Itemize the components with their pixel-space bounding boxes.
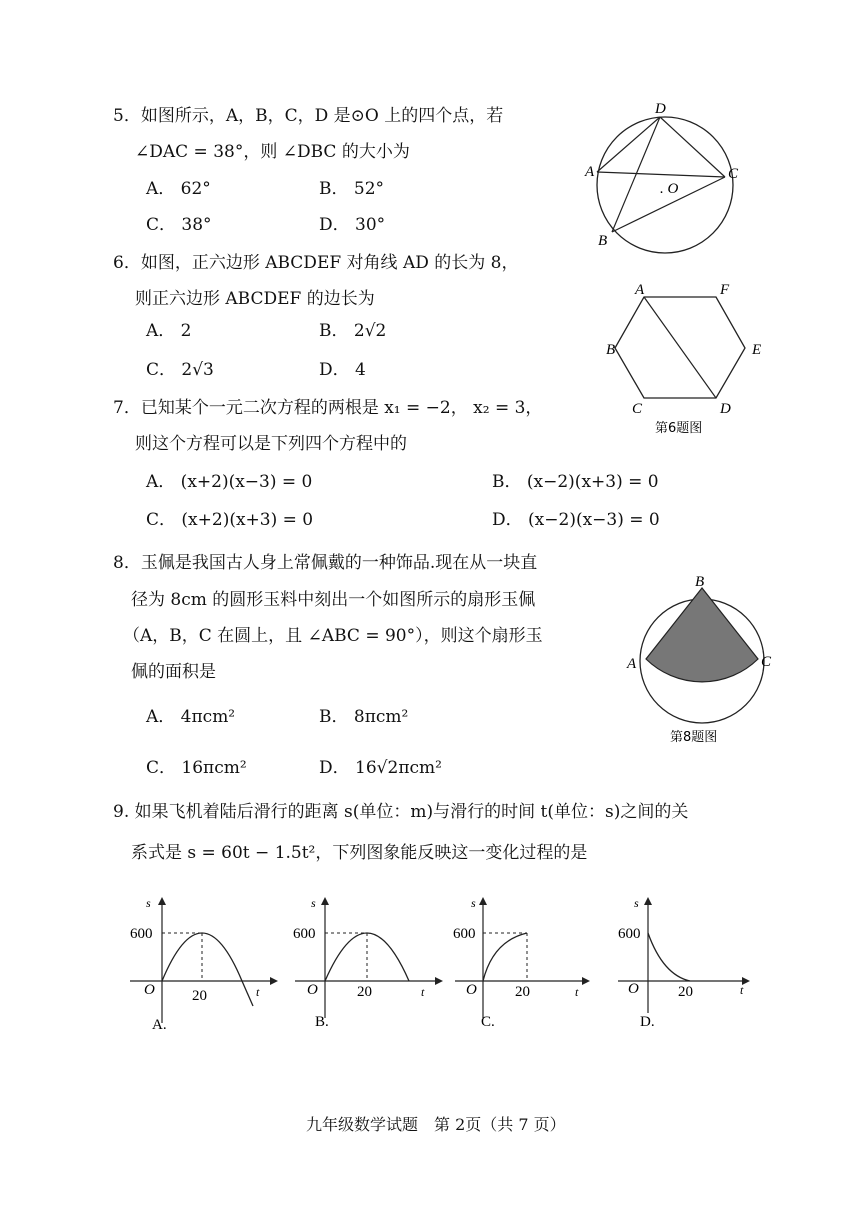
page-footer: 九年级数学试题 第 2页（共 7 页） [306, 1115, 566, 1134]
axis-label-t: t [421, 985, 425, 999]
label-c: C [632, 401, 643, 417]
origin-label: O [144, 982, 155, 998]
q7-option-b: B． (x−2)(x+3) = 0 [492, 472, 659, 492]
q9-line2: 系式是 s = 60t − 1.5t²，下列图象能反映这一变化过程的是 [131, 843, 588, 863]
q6-option-a: A． 2 [146, 321, 192, 341]
q8-caption: 第8题图 [670, 730, 718, 745]
q5-option-a: A． 62° [146, 179, 211, 199]
axis-label-s: s [311, 896, 316, 910]
origin-label: O [466, 982, 477, 998]
y-tick-600: 600 [130, 926, 153, 942]
q8-option-a: A． 4πcm² [146, 707, 236, 727]
q7-option-a: A． (x+2)(x−3) = 0 [146, 472, 313, 492]
label-o: . O [660, 181, 679, 197]
label-a: A [635, 282, 645, 298]
q9-graph-d [608, 893, 758, 1038]
x-tick-20: 20 [357, 984, 372, 1000]
q8-option-c: C． 16πcm² [146, 758, 247, 778]
q9-graph-b [285, 893, 445, 1038]
q6-option-d: D． 4 [319, 360, 366, 380]
q8-line1: 8．玉佩是我国古人身上常佩戴的一种饰品.现在从一块直 [113, 553, 538, 573]
q6-line1: 6．如图，正六边形 ABCDEF 对角线 AD 的长为 8， [113, 253, 519, 273]
q8-line2: 径为 8cm 的圆形玉料中刻出一个如图所示的扇形玉佩 [131, 590, 536, 610]
axis-label-t: t [575, 985, 579, 999]
q5-line2: ∠DAC = 38°，则 ∠DBC 的大小为 [135, 142, 410, 162]
q7-line2: 则这个方程可以是下列四个方程中的 [135, 434, 407, 454]
choice-label-b: B. [315, 1014, 329, 1030]
axis-label-s: s [471, 896, 476, 910]
label-c: C [761, 654, 772, 670]
q8-option-d: D． 16√2πcm² [319, 758, 442, 778]
q6-caption: 第6题图 [655, 421, 703, 436]
axis-label-t: t [256, 985, 260, 999]
label-d: D [720, 401, 731, 417]
q7-option-c: C． (x+2)(x+3) = 0 [146, 510, 314, 530]
label-d: D [655, 101, 666, 117]
q5-option-d: D． 30° [319, 215, 386, 235]
origin-label: O [628, 981, 639, 997]
label-a: A [627, 656, 637, 672]
q9-graph-c [445, 893, 595, 1038]
x-tick-20: 20 [192, 988, 207, 1004]
q9-line1: 9. 如果飞机着陆后滑行的距离 s(单位：m)与滑行的时间 t(单位：s)之间的关 [113, 802, 689, 822]
q6-option-c: C． 2√3 [146, 360, 214, 380]
q8-line4: 佩的面积是 [131, 662, 216, 682]
axis-label-t: t [740, 983, 744, 997]
axis-label-s: s [634, 896, 639, 910]
label-b: B [695, 574, 705, 590]
label-b: B [606, 342, 616, 358]
origin-label: O [307, 982, 318, 998]
q5-circle-figure [580, 100, 750, 260]
choice-label-a: A. [152, 1017, 167, 1033]
x-tick-20: 20 [515, 984, 530, 1000]
q5-line1: 5．如图所示，A，B，C，D 是⊙O 上的四个点，若 [113, 106, 504, 126]
q8-option-b: B． 8πcm² [319, 707, 409, 727]
q6-hexagon-figure [600, 280, 780, 440]
x-tick-20: 20 [678, 984, 693, 1000]
q7-option-d: D． (x−2)(x−3) = 0 [492, 510, 660, 530]
q9-graph-a [120, 893, 280, 1038]
label-f: F [720, 282, 730, 298]
y-tick-600: 600 [293, 926, 316, 942]
q8-sector-figure [618, 573, 788, 753]
q8-line3: （A，B，C 在圆上，且 ∠ABC = 90°），则这个扇形玉 [123, 626, 543, 646]
label-b: B [598, 233, 608, 249]
axis-label-s: s [146, 896, 151, 910]
q7-line1: 7．已知某个一元二次方程的两根是 x₁ = −2， x₂ = 3， [113, 398, 543, 418]
label-e: E [752, 342, 762, 358]
q5-option-b: B． 52° [319, 179, 385, 199]
choice-label-d: D. [640, 1014, 655, 1030]
label-c: C [728, 166, 739, 182]
y-tick-600: 600 [618, 926, 641, 942]
q6-line2: 则正六边形 ABCDEF 的边长为 [135, 289, 375, 309]
choice-label-c: C. [481, 1014, 495, 1030]
label-a: A [585, 164, 595, 180]
q5-option-c: C． 38° [146, 215, 212, 235]
q6-option-b: B． 2√2 [319, 321, 387, 341]
y-tick-600: 600 [453, 926, 476, 942]
